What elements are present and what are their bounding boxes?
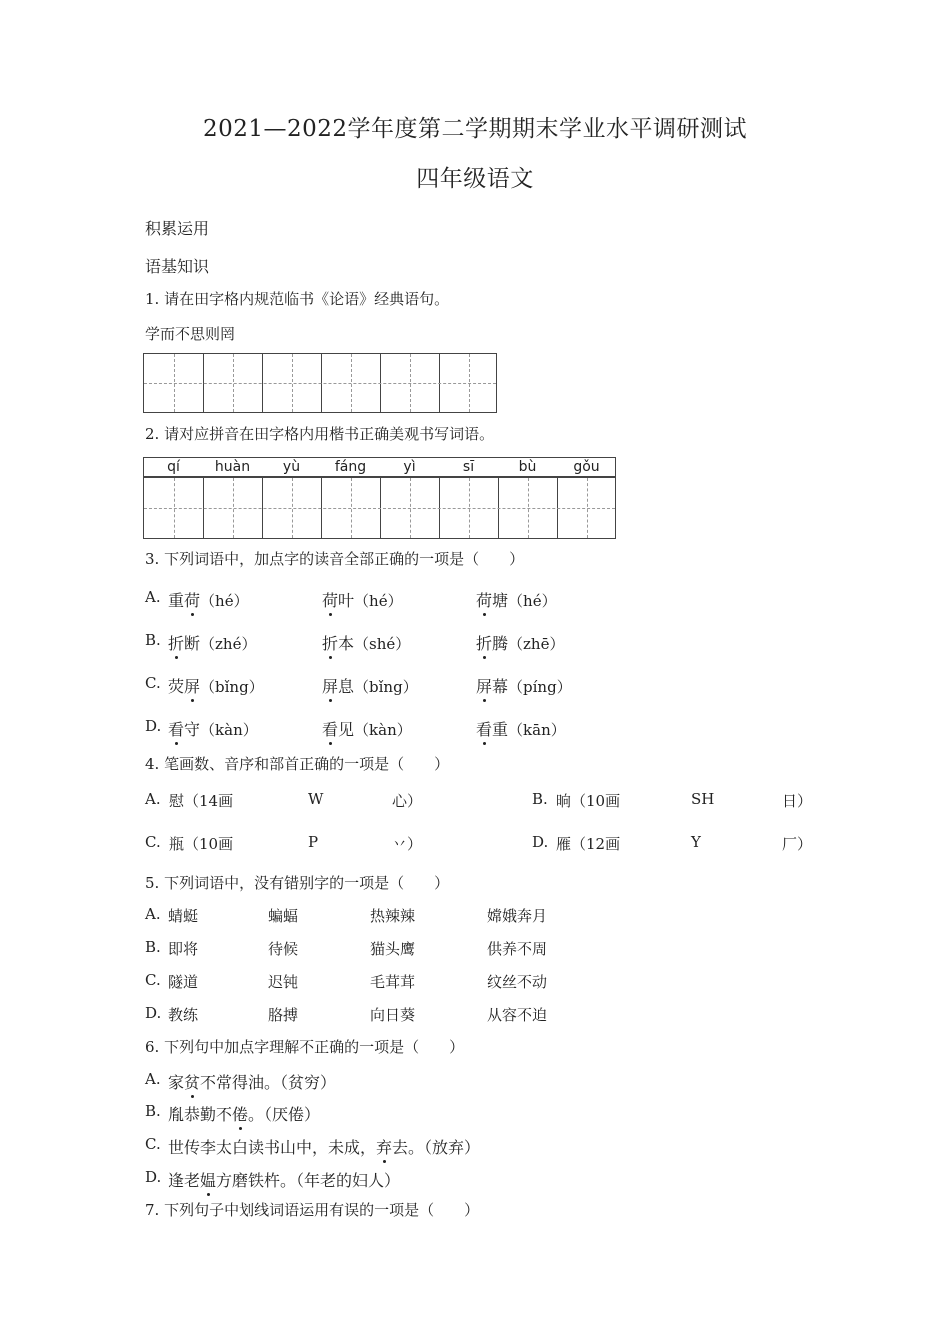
dotted-char: 折 (168, 631, 184, 654)
option-text: 日） (782, 792, 813, 810)
dotted-char: 媪 (200, 1168, 216, 1191)
word-suffix: 重 (492, 720, 509, 739)
word-suffix: 叶 (338, 591, 355, 610)
sentence-suffix: 方磨铁杵。（年老的妇人） (216, 1171, 401, 1190)
dotted-char: 看 (322, 717, 338, 740)
dotted-char: 倦 (232, 1102, 248, 1125)
word-with-pinyin (476, 631, 564, 654)
option-word: 迟钝 (268, 973, 299, 991)
pinyin-label: yù (282, 459, 301, 475)
word-with-pinyin (476, 588, 557, 611)
sentence-suffix: 不常得油。（贫穷） (200, 1073, 337, 1092)
pinyin-label: bù (518, 459, 537, 475)
pinyin-label: qí (167, 459, 180, 475)
option-text: 厂） (782, 835, 813, 853)
option-word: 即将 (168, 940, 199, 958)
sentence (168, 1135, 480, 1158)
dotted-char: 屏 (322, 674, 338, 697)
pinyin-text: （bǐng） (200, 678, 264, 696)
word-with-pinyin (168, 674, 264, 697)
option-text: P (308, 833, 319, 851)
word-with-pinyin (322, 588, 403, 611)
option-label: A. (145, 588, 161, 606)
question-2: 2. 请对应拼音在田字格内用楷书正确美观书写词语。 (145, 425, 495, 443)
option-label: B. (145, 1102, 161, 1120)
pinyin-text: （shé） (354, 635, 411, 653)
question-1: 1. 请在田字格内规范临书《论语》经典语句。 (145, 290, 450, 308)
option-word: 胳搏 (268, 1006, 299, 1024)
pinyin-text: （hé） (200, 592, 249, 610)
grid-guide-line (144, 383, 496, 384)
section-heading: 积累运用 (145, 219, 210, 238)
dotted-char: 荷 (476, 588, 492, 611)
option-word: 猫头鹰 (370, 940, 416, 958)
pinyin-text: （bǐng） (354, 678, 418, 696)
pinyin-text: （hé） (508, 592, 557, 610)
option-word: 纹丝不动 (487, 973, 548, 991)
option-word: 嫦娥奔月 (487, 907, 548, 925)
sentence-prefix: 世传李太白读书山中，未成， (168, 1138, 377, 1157)
question-6: 6. 下列句中加点字理解不正确的一项是（ ） (145, 1038, 465, 1056)
pinyin-label: huàn (214, 459, 251, 475)
option-word: 从容不迫 (487, 1006, 548, 1024)
option-label: B. (532, 790, 548, 808)
sentence-prefix: 家 (168, 1073, 185, 1092)
pinyin-text: （zhé） (200, 635, 257, 653)
option-label: D. (532, 833, 549, 851)
word-suffix: 本 (338, 634, 355, 653)
dotted-char: 屏 (476, 674, 492, 697)
pinyin-text: （zhē） (508, 635, 565, 653)
dotted-char: 荷 (322, 588, 338, 611)
option-label: C. (145, 971, 161, 989)
word-suffix: 息 (338, 677, 355, 696)
dotted-char: 贫 (184, 1070, 200, 1093)
option-label: D. (145, 717, 162, 735)
word-suffix: 幕 (492, 677, 509, 696)
pinyin-text: （píng） (508, 678, 572, 696)
option-text: 慰（14画 (169, 792, 234, 810)
dotted-char: 折 (322, 631, 338, 654)
option-word: 热辣辣 (370, 907, 416, 925)
sentence-suffix: 。（厌倦） (248, 1105, 321, 1124)
word-with-pinyin (322, 674, 418, 697)
word-suffix: 断 (184, 634, 201, 653)
option-label: D. (145, 1168, 162, 1186)
dotted-char: 看 (476, 717, 492, 740)
question-5: 5. 下列词语中，没有错别字的一项是（ ） (145, 874, 450, 892)
question-3: 3. 下列词语中，加点字的读音全部正确的一项是（ ） (145, 550, 525, 568)
option-word: 待候 (268, 940, 299, 958)
option-word: 毛茸茸 (370, 973, 416, 991)
option-word: 蝙蝠 (268, 907, 299, 925)
pinyin-text: （hé） (354, 592, 403, 610)
tianzige-grid-2[interactable] (143, 477, 616, 539)
dotted-char: 荷 (184, 588, 200, 611)
option-label: C. (145, 833, 161, 851)
sentence-prefix: 逢老 (168, 1171, 201, 1190)
dotted-char: 看 (168, 717, 184, 740)
pinyin-label: sī (462, 459, 475, 475)
word-with-pinyin (476, 674, 572, 697)
subsection-heading: 语基知识 (145, 257, 210, 276)
dotted-char: 折 (476, 631, 492, 654)
option-label: B. (145, 938, 161, 956)
option-label: A. (145, 905, 161, 923)
option-word: 蜻蜓 (168, 907, 199, 925)
option-word: 向日葵 (370, 1006, 416, 1024)
question-1-phrase: 学而不思则罔 (145, 325, 236, 343)
option-label: C. (145, 674, 161, 692)
pinyin-label: fáng (334, 459, 367, 475)
option-text: W (308, 790, 324, 808)
pinyin-text: （kān） (508, 721, 566, 739)
word-suffix: 见 (338, 720, 355, 739)
option-text: SH (691, 790, 715, 808)
option-label: D. (145, 1004, 162, 1022)
option-text: 心） (392, 792, 423, 810)
option-text: 丷） (392, 835, 423, 853)
option-label: C. (145, 1135, 161, 1153)
pinyin-label: gǒu (573, 459, 600, 475)
pinyin-text: （kàn） (354, 721, 412, 739)
page-title: 2021—2022学年度第二学期期末学业水平调研测试 (202, 116, 748, 142)
dotted-char: 屏 (184, 674, 200, 697)
option-word: 供养不周 (487, 940, 548, 958)
option-text: Y (691, 833, 701, 851)
word-with-pinyin (322, 631, 410, 654)
sentence-suffix: 去。（放弃） (392, 1138, 481, 1157)
question-7: 7. 下列句子中划线词语运用有误的一项是（ ） (145, 1201, 480, 1219)
word-with-pinyin (168, 717, 258, 740)
word-with-pinyin (476, 717, 566, 740)
sentence (168, 1102, 320, 1125)
option-label: B. (145, 631, 161, 649)
tianzige-grid-1[interactable] (143, 353, 497, 413)
option-text: 晌（10画 (556, 792, 621, 810)
sentence-prefix: 胤恭勤不 (168, 1105, 233, 1124)
option-label: A. (145, 1070, 161, 1088)
sentence (168, 1070, 336, 1093)
word-with-pinyin (322, 717, 412, 740)
option-label: A. (145, 790, 161, 808)
option-word: 教练 (168, 1006, 199, 1024)
sentence (168, 1168, 400, 1191)
word-suffix: 塘 (492, 591, 509, 610)
option-text: 瓶（10画 (169, 835, 234, 853)
word-suffix: 守 (184, 720, 201, 739)
word-prefix: 重 (168, 591, 185, 610)
page-subtitle: 四年级语文 (416, 166, 534, 192)
grid-guide-line (144, 508, 615, 509)
word-suffix: 腾 (492, 634, 509, 653)
pinyin-label: yì (403, 459, 416, 475)
pinyin-row (143, 457, 616, 477)
word-with-pinyin (168, 588, 249, 611)
question-4: 4. 笔画数、音序和部首正确的一项是（ ） (145, 755, 450, 773)
option-text: 雁（12画 (556, 835, 621, 853)
word-prefix: 荧 (168, 677, 185, 696)
option-word: 隧道 (168, 973, 199, 991)
pinyin-text: （kàn） (200, 721, 258, 739)
dotted-char: 弃 (376, 1135, 392, 1158)
word-with-pinyin (168, 631, 256, 654)
